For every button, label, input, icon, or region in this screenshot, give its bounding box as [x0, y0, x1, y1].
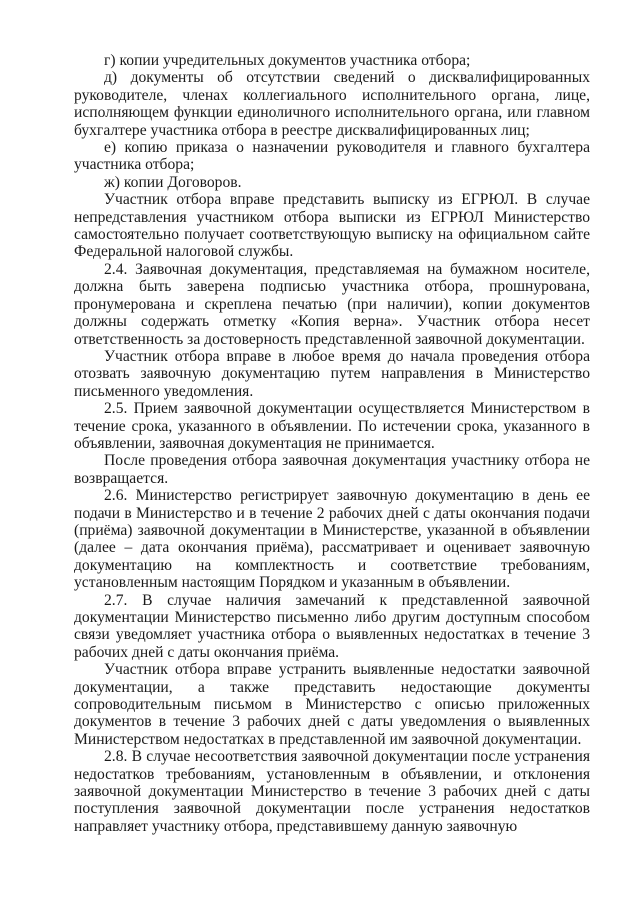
- paragraph-zh-contract-copies: ж) копии Договоров.: [104, 173, 242, 191]
- paragraph-2-7-remarks: 2.7. В случае наличия замечаний к представленной заявочной документации Министерство письменно либо другим доступным способом связи уведомляет участника отбора о выявленных недостатках в течение 3 рабочих дней с даты окончания приёма.: [74, 591, 590, 661]
- paragraph-2-4-paper-docs: 2.4. Заявочная документация, представляемая на бумажном носителе, должна быть заверена подписью участника отбора, прошнурована, пронумерована и скреплена печатью (при наличии), копии документов должны содержать отметку «Копия верна». Участник отбора несет ответственность за достоверность представленной заявочной документации.: [74, 260, 590, 348]
- paragraph-fix-deficiencies: Участник отбора вправе устранить выявленные недостатки заявочной документации, а также представить недостающие документы сопроводительным письмом в Министерство с описью приложенных документов в течение 3 рабочих дней с даты уведомления о выявленных Министерством недостатках в представленной им заявочной документации.: [74, 661, 590, 748]
- paragraph-g-copies-founding-docs: г) копии учредительных документов участника отбора;: [104, 52, 471, 69]
- document-body: [74, 52, 590, 835]
- paragraph-2-6-registration: 2.6. Министерство регистрирует заявочную документацию в день ее подачи в Министерство и в течение 2 рабочих дней с даты окончания подачи (приёма) заявочной документации в Министерстве, указанной в объявлении (далее – дата окончания приёма), рассматривает и оценивает заявочную документацию на комплектность и соответствие требованиям, установленным настоящим Порядком и указанным в объявлении.: [74, 487, 590, 592]
- paragraph-withdraw-application: Участник отбора вправе в любое время до начала проведения отбора отозвать заявочную документацию путем направления в Министерство письменного уведомления.: [74, 347, 590, 400]
- paragraph-2-8-noncompliance: 2.8. В случае несоответствия заявочной документации после устранения недостатков требованиям, установленным в объявлении, и отклонения заявочной документации Министерство в течение 3 рабочих дней с даты поступления заявочной документации после устранения недостатков направляет участнику отбора, представившему данную заявочную: [74, 748, 590, 835]
- paragraph-egrul-extract: Участник отбора вправе представить выписку из ЕГРЮЛ. В случае непредставления участником отбора выписки из ЕГРЮЛ Министерство самостоятельно получает соответствующую выписку на официальном сайте Федеральной налоговой службы.: [74, 191, 590, 261]
- paragraph-e-appointment-order: е) копию приказа о назначении руководителя и главного бухгалтера участника отбора;: [74, 139, 590, 174]
- paragraph-no-return: После проведения отбора заявочная документация участнику отбора не возвращается.: [74, 452, 590, 487]
- paragraph-d-disqualification-docs: д) документы об отсутствии сведений о дисквалифицированных руководителе, членах коллегиального исполнительного органа, лице, исполняющем функции единоличного исполнительного органа, или главном бухгалтере участника отбора в реестре дисквалифицированных лиц;: [74, 69, 590, 139]
- paragraph-2-5-acceptance: 2.5. Прием заявочной документации осуществляется Министерством в течение срока, указанного в объявлении. По истечении срока, указанного в объявлении, заявочная документация не принимается.: [74, 400, 590, 452]
